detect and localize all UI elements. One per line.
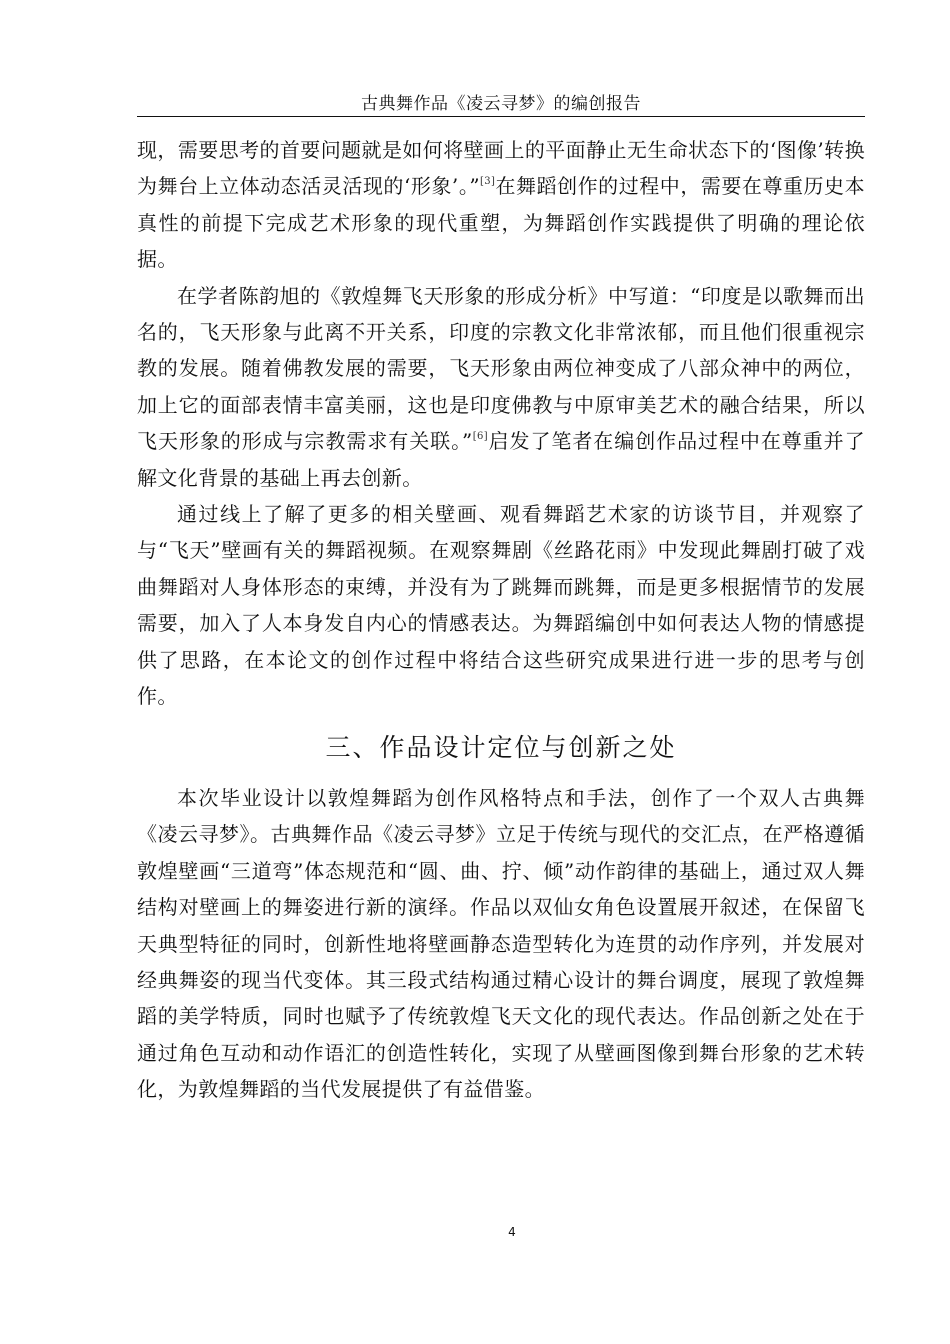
running-header: 古典舞作品《凌云寻梦》的编创报告 <box>361 94 641 114</box>
section-heading: 三、作品设计定位与创新之处 <box>325 733 677 762</box>
section-body-lower <box>137 780 865 1108</box>
paragraph-text: 在学者陈韵旭的《敦煌舞飞天形象的形成分析》中写道：“印度是以歌舞而出名的，飞天形象与此离不开关系，印度的宗教文化非常浓郁，而且他们很重视宗教的发展。随着佛教发展的需要，飞天形象由两位神变成了八部众神中的两位，加上它的面部表情丰富美丽，这也是印度佛教与中原审美艺术的融合结果，所以飞天形象的形成与宗教需求有关联。” <box>137 283 865 454</box>
paragraph-design: 本次毕业设计以敦煌舞蹈为创作风格特点和手法，创作了一个双人古典舞《凌云寻梦》。古典舞作品《凌云寻梦》立足于传统与现代的交汇点，在严格遵循敦煌壁画“三道弯”体态规范和“圆、曲、拧、倾”动作韵律的基础上，通过双人舞结构对壁画上的舞姿进行新的演绎。作品以双仙女角色设置展开叙述，在保留飞天典型特征的同时，创新性地将壁画静态造型转化为连贯的动作序列，并发展对经典舞姿的现当代变体。其三段式结构通过精心设计的舞台调度，展现了敦煌舞蹈的美学特质，同时也赋予了传统敦煌飞天文化的现代表达。作品创新之处在于通过角色互动和动作语汇的创造性转化，实现了从壁画图像到舞台形象的艺术转化，为敦煌舞蹈的当代发展提供了有益借鉴。 <box>137 786 865 1102</box>
paragraph-text: 在舞蹈创作的过程中，需要在尊重历史本真性的前提下完成艺术形象的现代重塑，为舞蹈创作实践提供了明确的理论依据。 <box>137 174 865 272</box>
paragraph-continued <box>137 132 865 278</box>
section-body-upper <box>137 132 865 715</box>
header-divider <box>137 116 865 117</box>
paragraph-observation: 通过线上了解了更多的相关壁画、观看舞蹈艺术家的访谈节目，并观察了与“飞天”壁画有关的舞蹈视频。在观察舞剧《丝路花雨》中发现此舞剧打破了戏曲舞蹈对人身体形态的束缚，并没有为了跳舞而跳舞，而是更多根据情节的发展需要，加入了人本身发自内心的情感表达。为舞蹈编创中如何表达人物的情感提供了思路，在本论文的创作过程中将结合这些研究成果进行进一步的思考与创作。 <box>137 502 865 709</box>
page-number: 4 <box>508 1225 516 1239</box>
citation-ref: [6] <box>472 431 489 443</box>
citation-ref: [3] <box>479 176 496 188</box>
paragraph-text: 启发了笔者在编创作品过程中在尊重并了解文化背景的基础上再去创新。 <box>137 429 865 490</box>
paragraph-quote-chen <box>137 278 865 496</box>
paragraph-text: 现，需要思考的首要问题就是如何将壁画上的平面静止无生命状态下的‘图像’转换为舞台上立体动态活灵活现的‘形象’。” <box>137 138 865 199</box>
